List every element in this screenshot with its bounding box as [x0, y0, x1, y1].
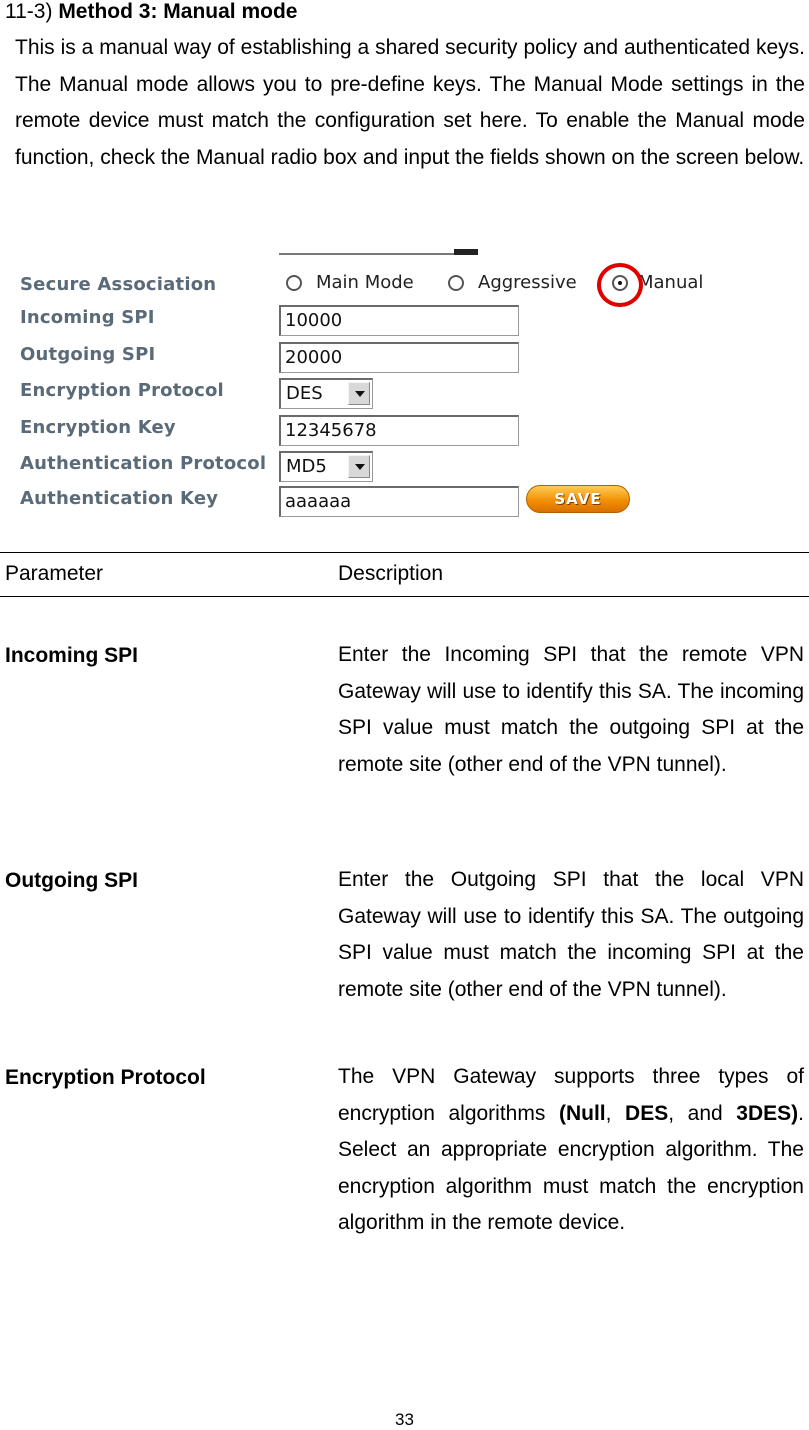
radio-icon[interactable] — [448, 275, 464, 291]
encryption-protocol-row — [14, 378, 714, 408]
param-incoming-spi: Incoming SPI — [5, 644, 139, 667]
desc-text: The VPN Gateway supports three types of encryption algorithms — [338, 1065, 804, 1125]
manual-mode-form — [14, 245, 714, 525]
desc-text: , — [605, 1101, 626, 1125]
outgoing-spi-input[interactable]: 20000 — [279, 342, 519, 373]
select-value: DES — [286, 383, 323, 404]
chevron-down-icon[interactable] — [348, 455, 370, 478]
table-header-rule — [0, 596, 809, 597]
section-title: Method 3: Manual mode — [58, 0, 298, 23]
encryption-key-input[interactable]: 12345678 — [279, 415, 519, 446]
desc-bold-des: DES — [625, 1101, 669, 1125]
highlight-circle — [597, 263, 643, 307]
header-parameter: Parameter — [5, 562, 104, 585]
radio-aggressive[interactable] — [448, 272, 577, 293]
divider — [279, 253, 454, 255]
desc-text: . Select an appropriate encryption algorithm. The encryption algorithm must match the encryption algorithm in the remote device. — [338, 1101, 804, 1234]
save-button[interactable]: SAVE — [526, 485, 630, 513]
section-heading — [5, 0, 298, 24]
incoming-spi-input[interactable]: 10000 — [279, 305, 519, 336]
table-top-rule — [0, 552, 809, 553]
desc-encryption-protocol — [338, 1059, 804, 1242]
encryption-key-row — [14, 415, 714, 445]
desc-bold-null: (Null — [558, 1101, 606, 1125]
secure-association-label: Secure Association — [20, 274, 217, 295]
param-outgoing-spi: Outgoing SPI — [5, 869, 138, 892]
header-description: Description — [338, 562, 444, 585]
select-value: MD5 — [286, 456, 327, 477]
desc-incoming-spi: Enter the Incoming SPI that the remote VPN Gateway will use to identify this SA. The incoming SPI value must match the outgoing SPI at the remote site (other end of the VPN tunnel). — [338, 643, 804, 776]
incoming-spi-row — [14, 305, 714, 335]
radio-label: Manual — [638, 272, 704, 293]
auth-key-label: Authentication Key — [20, 488, 219, 509]
radio-main-mode[interactable] — [286, 272, 414, 293]
auth-protocol-row — [14, 451, 714, 481]
page-number: 33 — [395, 1410, 414, 1429]
radio-label: Aggressive — [478, 272, 577, 293]
outgoing-spi-row — [14, 342, 714, 372]
intro-paragraph: This is a manual way of establishing a shared security policy and authenticated keys. The Manual mode allows you to pre-define keys. The Manual Mode settings in the remote device must match the configuration set here. To enable the Manual mode function, check the Manual radio box and input the fields shown on the screen below. — [15, 36, 805, 169]
auth-key-input[interactable]: aaaaaa — [279, 486, 519, 517]
radio-label: Main Mode — [316, 272, 414, 293]
desc-bold-3des: 3DES) — [736, 1101, 799, 1125]
param-encryption-protocol: Encryption Protocol — [5, 1066, 206, 1089]
auth-protocol-label: Authentication Protocol — [20, 453, 267, 474]
divider-mark — [454, 249, 478, 255]
radio-icon[interactable] — [286, 275, 302, 291]
outgoing-spi-label: Outgoing SPI — [20, 344, 156, 365]
encryption-key-label: Encryption Key — [20, 417, 176, 438]
chevron-down-icon[interactable] — [348, 382, 370, 405]
desc-text: , and — [668, 1101, 737, 1125]
section-number: 11-3) — [5, 0, 53, 23]
encryption-protocol-label: Encryption Protocol — [20, 380, 224, 401]
desc-outgoing-spi: Enter the Outgoing SPI that the local VPN Gateway will use to identify this SA. The outgoing SPI value must match the incoming SPI at the remote site (other end of the VPN tunnel). — [338, 868, 804, 1001]
auth-protocol-select[interactable] — [279, 451, 373, 482]
encryption-protocol-select[interactable] — [279, 378, 373, 409]
incoming-spi-label: Incoming SPI — [20, 307, 155, 328]
